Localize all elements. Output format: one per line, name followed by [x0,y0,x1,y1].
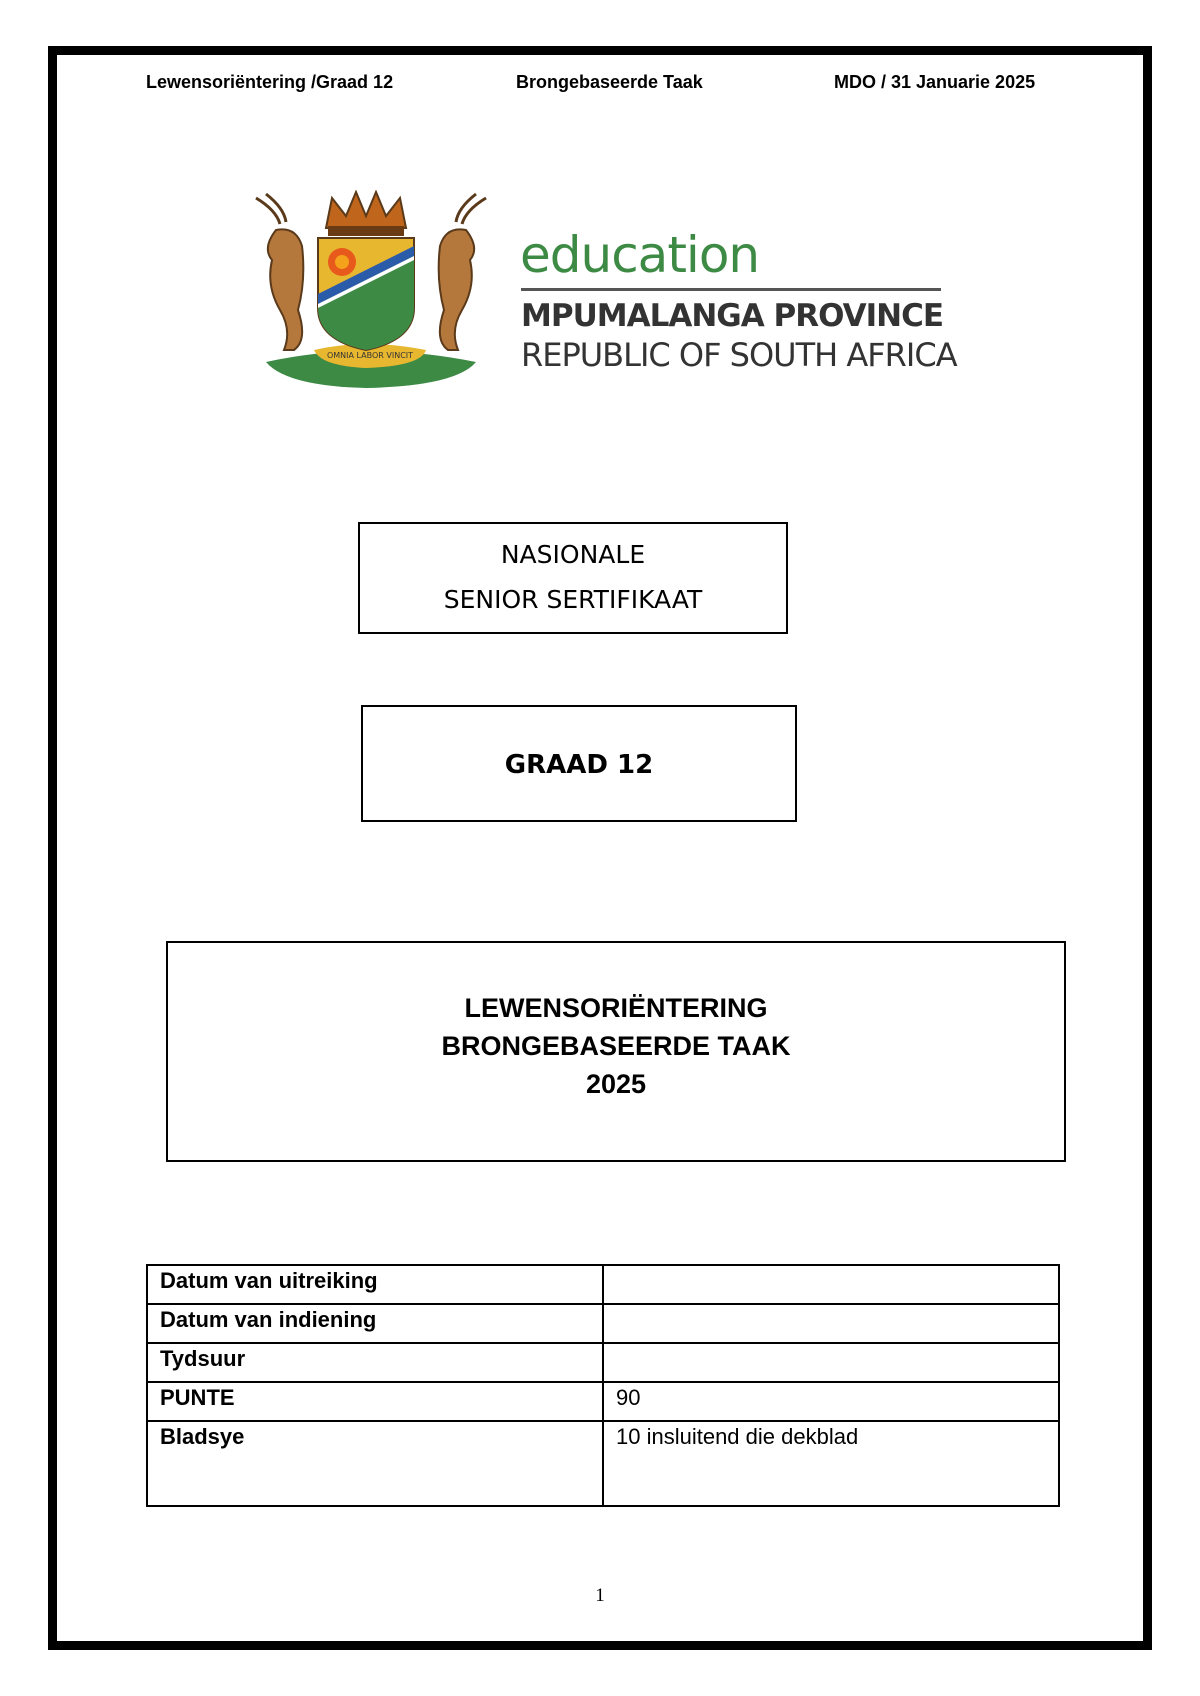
nss-line-2: SENIOR SERTIFIKAAT [443,585,703,614]
table-row [147,1382,1059,1421]
task-title: BRONGEBASEERDE TAAK [441,1031,791,1061]
logo-divider [521,288,941,291]
row-label: PUNTE [147,1382,603,1421]
education-logo [236,190,956,400]
header-task-type: Brongebaseerde Taak [516,72,703,92]
row-label: Datum van indiening [147,1304,603,1343]
row-value [603,1265,1059,1304]
grade-text: GRAAD 12 [504,750,654,780]
row-value [603,1304,1059,1343]
logo-education-word: education [520,226,760,284]
grade-box [361,705,797,822]
table-row [147,1343,1059,1382]
header-date: MDO / 31 Januarie 2025 [834,72,1036,92]
header-subject-grade: Lewensoriëntering /Graad 12 [146,72,394,92]
motto-text: OMNIA LABOR VINCIT [326,351,414,360]
logo-country-name: REPUBLIC OF SOUTH AFRICA [521,336,957,374]
nss-line-1: NASIONALE [500,540,646,569]
nss-box [358,522,788,634]
row-label: Bladsye [147,1421,603,1506]
coat-of-arms-emblem [236,190,506,400]
subject-title: LEWENSORIËNTERING [464,993,768,1023]
logo-province-name: MPUMALANGA PROVINCE [521,298,944,334]
row-label: Tydsuur [147,1343,603,1382]
task-year: 2025 [585,1069,647,1099]
row-value: 10 insluitend die dekblad [603,1421,1059,1506]
task-info-table [146,1264,1060,1507]
row-value [603,1343,1059,1382]
table-row [147,1421,1059,1506]
subject-title-box [166,941,1066,1162]
table-row [147,1265,1059,1304]
page-number: 1 [595,1585,605,1606]
table-row [147,1304,1059,1343]
row-value: 90 [603,1382,1059,1421]
row-label: Datum van uitreiking [147,1265,603,1304]
